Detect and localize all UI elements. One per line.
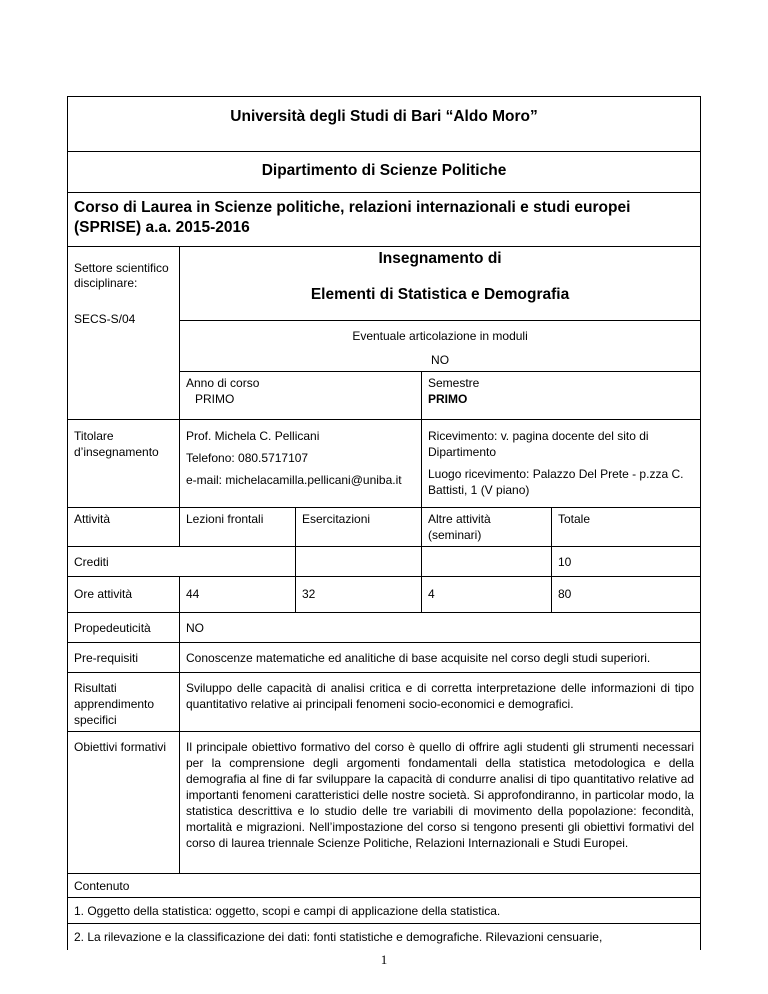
attivita-totale: Totale xyxy=(552,508,701,547)
semestre-cell xyxy=(422,372,701,420)
insegnamento-name: Elementi di Statistica e Demografia xyxy=(310,286,570,303)
ore-lezioni: 44 xyxy=(180,577,296,613)
titolare-name: Prof. Michela C. Pellicani xyxy=(186,429,320,443)
propedeuticita-label: Propedeuticità xyxy=(68,613,180,643)
titolare-email: e-mail: michelacamilla.pellicani@uniba.it xyxy=(186,473,402,487)
anno-value: PRIMO xyxy=(195,392,235,406)
contenuto-item-2: 2. La rilevazione e la classificazione dei dati: fonti statistiche e demografiche. Rilevazioni censuarie, xyxy=(68,924,701,950)
crediti-label: Crediti xyxy=(68,547,180,577)
semestre-value: PRIMO xyxy=(428,392,468,406)
attivita-altre: Altre attività (seminari) xyxy=(422,508,552,547)
syllabus-document xyxy=(67,96,700,950)
risultati-label: Risultati apprendimento specifici xyxy=(68,673,180,732)
prerequisiti-label: Pre-requisiti xyxy=(68,643,180,673)
moduli-value: NO xyxy=(431,353,450,367)
titolare-label: Titolare d’insegnamento xyxy=(68,420,180,508)
moduli-label: Eventuale articolazione in moduli xyxy=(352,329,528,343)
university-title: Università degli Studi di Bari “Aldo Moro” xyxy=(68,97,701,152)
titolare-cell xyxy=(180,420,422,508)
contenuto-label: Contenuto xyxy=(68,874,701,898)
page-number: 1 xyxy=(380,952,388,967)
attivita-label: Attività xyxy=(68,508,180,547)
syllabus-table xyxy=(67,96,701,950)
risultati-value: Sviluppo delle capacità di analisi critica e di corretta interpretazione delle informazioni di tipo quantitativo relative ai principali fenomeni socio-economici e demografici. xyxy=(180,673,701,732)
moduli-cell xyxy=(180,321,701,372)
crediti-totale: 10 xyxy=(552,547,701,577)
insegnamento-cell xyxy=(180,247,701,321)
ricevimento-cell xyxy=(422,420,701,508)
anno-empty-cell xyxy=(68,372,180,420)
ore-esercitazioni: 32 xyxy=(296,577,422,613)
propedeuticita-value: NO xyxy=(180,613,701,643)
insegnamento-heading: Insegnamento di xyxy=(378,250,502,267)
crediti-empty-1 xyxy=(180,547,296,577)
semestre-label: Semestre xyxy=(428,376,480,390)
attivita-lezioni: Lezioni frontali xyxy=(180,508,296,547)
anno-label: Anno di corso xyxy=(186,376,260,390)
ore-altre: 4 xyxy=(422,577,552,613)
crediti-empty-3 xyxy=(422,547,552,577)
obiettivi-label: Obiettivi formativi xyxy=(68,732,180,874)
settore-code: SECS-S/04 xyxy=(74,312,136,326)
titolare-phone: Telefono: 080.5717107 xyxy=(186,451,309,465)
prerequisiti-value: Conoscenze matematiche ed analitiche di base acquisite nel corso degli studi superiori. xyxy=(180,643,701,673)
luogo-ricevimento: Luogo ricevimento: Palazzo Del Prete - p.zza C. Battisti, 1 (V piano) xyxy=(428,467,684,497)
ore-label: Ore attività xyxy=(68,577,180,613)
settore-label: Settore scientifico disciplinare: xyxy=(74,261,169,290)
obiettivi-value: Il principale obiettivo formativo del corso è quello di offrire agli studenti gli strumenti necessari per la comprensione degli argomenti fondamentali della statistica metodologica e della demografia al fine di far sviluppare la capacità di condurre analisi di tipo quantitativo relative ad importanti fenomeni caratteristici delle nostre società. Si approfondiranno, in particolar modo, la statistica descrittiva e lo studio delle tre variabili di movimento della popolazione: fecondità, mortalità e migrazioni. Nell’impostazione del corso si tengono presenti gli obiettivi formativi del corso di laurea triennale Scienze Politiche, Relazioni Internazionali e Studi Europei. xyxy=(180,732,701,874)
ore-totale: 80 xyxy=(552,577,701,613)
crediti-empty-2 xyxy=(296,547,422,577)
anno-cell xyxy=(180,372,422,420)
department-title: Dipartimento di Scienze Politiche xyxy=(68,152,701,193)
settore-cell xyxy=(68,247,180,372)
course-title: Corso di Laurea in Scienze politiche, relazioni internazionali e studi europei (SPRISE) a.a. 2015-2016 xyxy=(68,193,701,247)
attivita-esercitazioni: Esercitazioni xyxy=(296,508,422,547)
contenuto-item-1: 1. Oggetto della statistica: oggetto, scopi e campi di applicazione della statistica. xyxy=(68,898,701,924)
ricevimento-text: Ricevimento: v. pagina docente del sito di Dipartimento xyxy=(428,429,649,459)
